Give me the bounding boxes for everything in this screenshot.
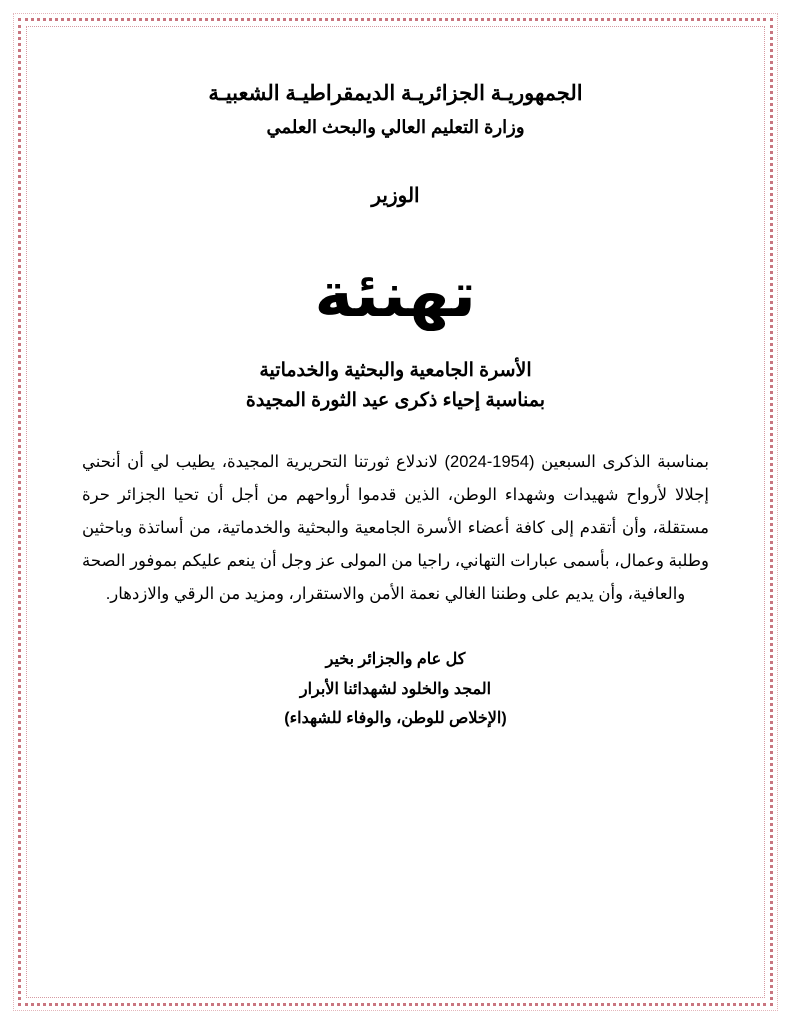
document-header xyxy=(60,78,731,141)
closing-block xyxy=(60,645,731,734)
minister-label: الوزير xyxy=(371,184,420,207)
document-content xyxy=(60,62,731,984)
republic-title: الجمهوريـة الجزائريـة الديمقراطيـة الشعبيـة xyxy=(208,82,583,105)
occasion-line: بمناسبة إحياء ذكرى عيد الثورة المجيدة xyxy=(245,389,546,411)
closing-line-2: المجد والخلود لشهدائنا الأبرار xyxy=(299,680,492,698)
ministry-title: وزارة التعليم العالي والبحث العلمي xyxy=(266,116,525,137)
body-paragraph: بمناسبة الذكرى السبعين (1954-2024) لاندلاع ثورتنا التحريرية المجيدة، يطيب لي أن أنحني إجلالا لأرواح شهيدات وشهداء الوطن، الذين قدموا أرواحهم من أجل أن تحيا الجزائر حرة مستقلة، وأن أتقدم إلى كافة أعضاء الأسرة الجامعية والبحثية والخدماتية، من أساتذة وباحثين وطلبة وعمال، بأسمى عبارات التهاني، راجيا من المولى عز وجل أن ينعم عليكم بموفور الصحة والعافية، وأن يديم على وطننا الغالي نعمة الأمن والاستقرار، ومزيد من الرقي والازدهار. xyxy=(82,453,709,604)
addressee-line: الأسرة الجامعية والبحثية والخدماتية xyxy=(259,359,532,381)
calligraphy-title-block xyxy=(60,257,731,350)
closing-line-1: كل عام والجزائر بخير xyxy=(325,651,466,669)
closing-line-3: (الإخلاص للوطن، والوفاء للشهداء) xyxy=(284,710,507,728)
body-text-block xyxy=(60,446,731,611)
calligraphy-title: تهنئة xyxy=(314,257,477,331)
